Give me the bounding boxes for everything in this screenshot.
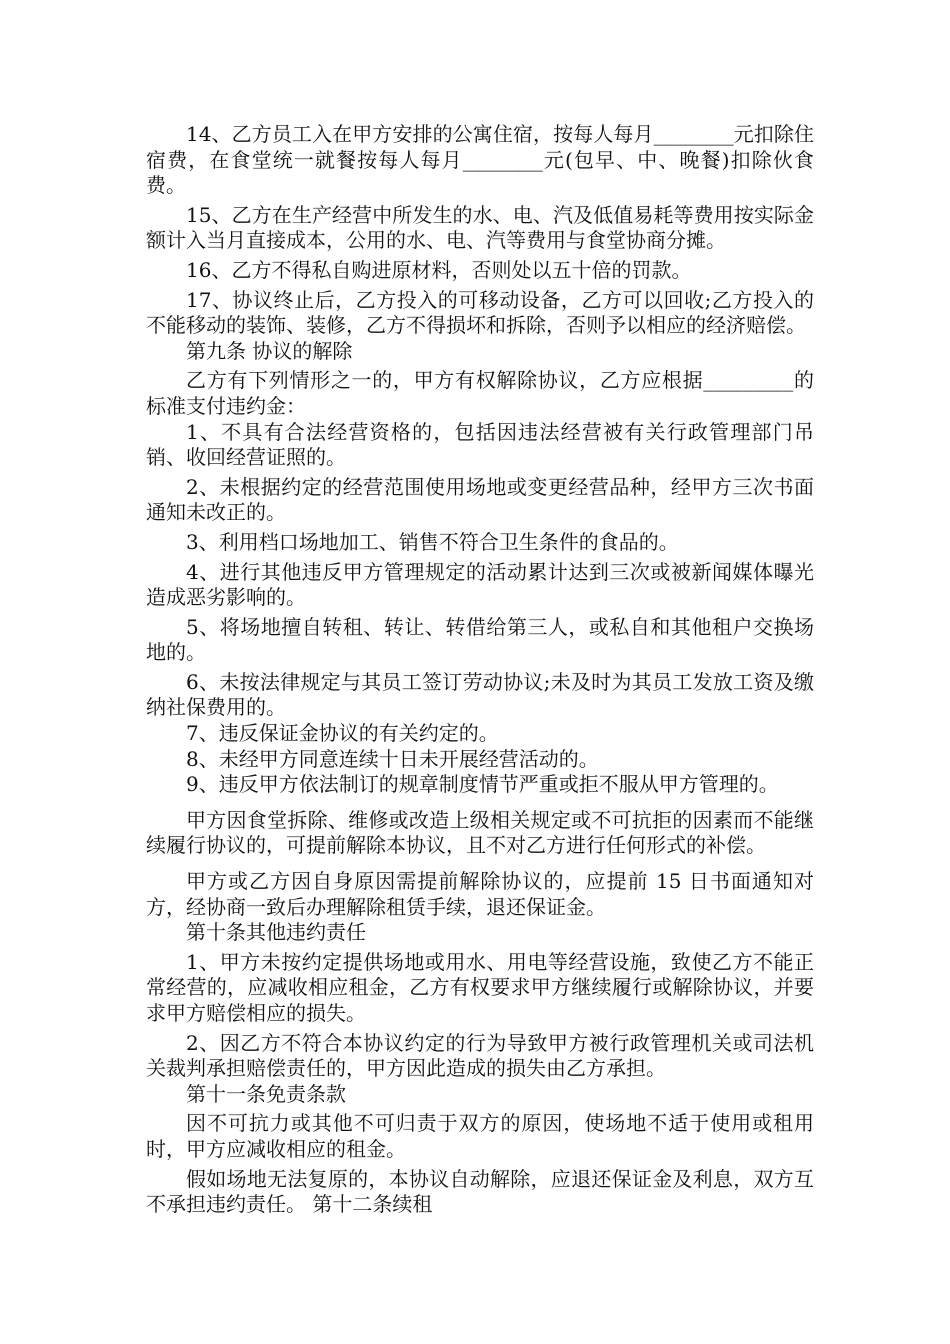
article-9-item-1: 1、不具有合法经营资格的，包括因违法经营被有关行政管理部门吊销、收回经营证照的。	[146, 419, 814, 470]
article-11-item-1: 因不可抗力或其他不可归责于双方的原因，使场地不适于使用或租用时，甲方应减收相应的租金。	[146, 1111, 814, 1161]
article-10-item-1: 1、甲方未按约定提供场地或用水、用电等经营设施，致使乙方不能正常经营的，应减收相应租金，乙方有权要求甲方继续履行或解除协议，并要求甲方赔偿相应的损失。	[146, 949, 814, 1025]
article-9-clause-a: 甲方因食堂拆除、维修或改造上级相关规定或不可抗拒的因素而不能继续履行协议的，可提前解除本协议，且不对乙方进行任何形式的补偿。	[146, 807, 814, 858]
article-9-heading: 第九条 协议的解除	[186, 338, 353, 363]
article-10-heading: 第十条其他违约责任	[186, 920, 366, 945]
clause-16: 16、乙方不得私自购进原材料，否则处以五十倍的罚款。	[186, 257, 692, 282]
article-9-item-6: 6、未按法律规定与其员工签订劳动协议;未及时为其员工发放工资及缴纳社保费用的。	[146, 669, 814, 720]
article-11-heading: 第十一条免责条款	[186, 1081, 346, 1106]
clause-14: 14、乙方员工入在甲方安排的公寓住宿，按每人每月________元扣除住宿费，在食堂统一就餐按每人每月________元(包早、中、晚餐)扣除伙食费。	[146, 122, 814, 198]
article-9-item-5: 5、将场地擅自转租、转让、转借给第三人，或私自和其他租户交换场地的。	[146, 614, 814, 665]
article-9-item-2: 2、未根据约定的经营范围使用场地或变更经营品种，经甲方三次书面通知未改正的。	[146, 474, 814, 525]
clause-17: 17、协议终止后，乙方投入的可移动设备，乙方可以回收;乙方投入的不能移动的装饰、装修，乙方不得损坏和拆除，否则予以相应的经济赔偿。	[146, 287, 814, 338]
article-9-item-3: 3、利用档口场地加工、销售不符合卫生条件的食品的。	[186, 529, 679, 554]
article-9-clause-b: 甲方或乙方因自身原因需提前解除协议的，应提前 15 日书面通知对方，经协商一致后办理解除租赁手续，退还保证金。	[146, 869, 814, 919]
clause-15: 15、乙方在生产经营中所发生的水、电、汽及低值易耗等费用按实际金额计入当月直接成本，公用的水、电、汽等费用与食堂协商分摊。	[146, 202, 814, 253]
article-10-item-2: 2、因乙方不符合本协议约定的行为导致甲方被行政管理机关或司法机关裁判承担赔偿责任的，甲方因此造成的损失由乙方承担。	[146, 1030, 814, 1081]
article-9-item-8: 8、未经甲方同意连续十日未开展经营活动的。	[186, 746, 599, 771]
article-9-item-7: 7、违反保证金协议的有关约定的。	[186, 721, 499, 746]
document-body	[146, 122, 814, 1218]
article-9-item-4: 4、进行其他违反甲方管理规定的活动累计达到三次或被新闻媒体曝光造成恶劣影响的。	[146, 559, 814, 610]
article-9-item-9: 9、违反甲方依法制订的规章制度情节严重或拒不服从甲方管理的。	[186, 772, 779, 797]
article-11-item-2: 假如场地无法复原的，本协议自动解除，应退还保证金及利息，双方互不承担违约责任。 第十二条续租	[146, 1166, 814, 1217]
article-9-intro: 乙方有下列情形之一的，甲方有权解除协议，乙方应根据_________的标准支付违约金：	[146, 368, 814, 418]
